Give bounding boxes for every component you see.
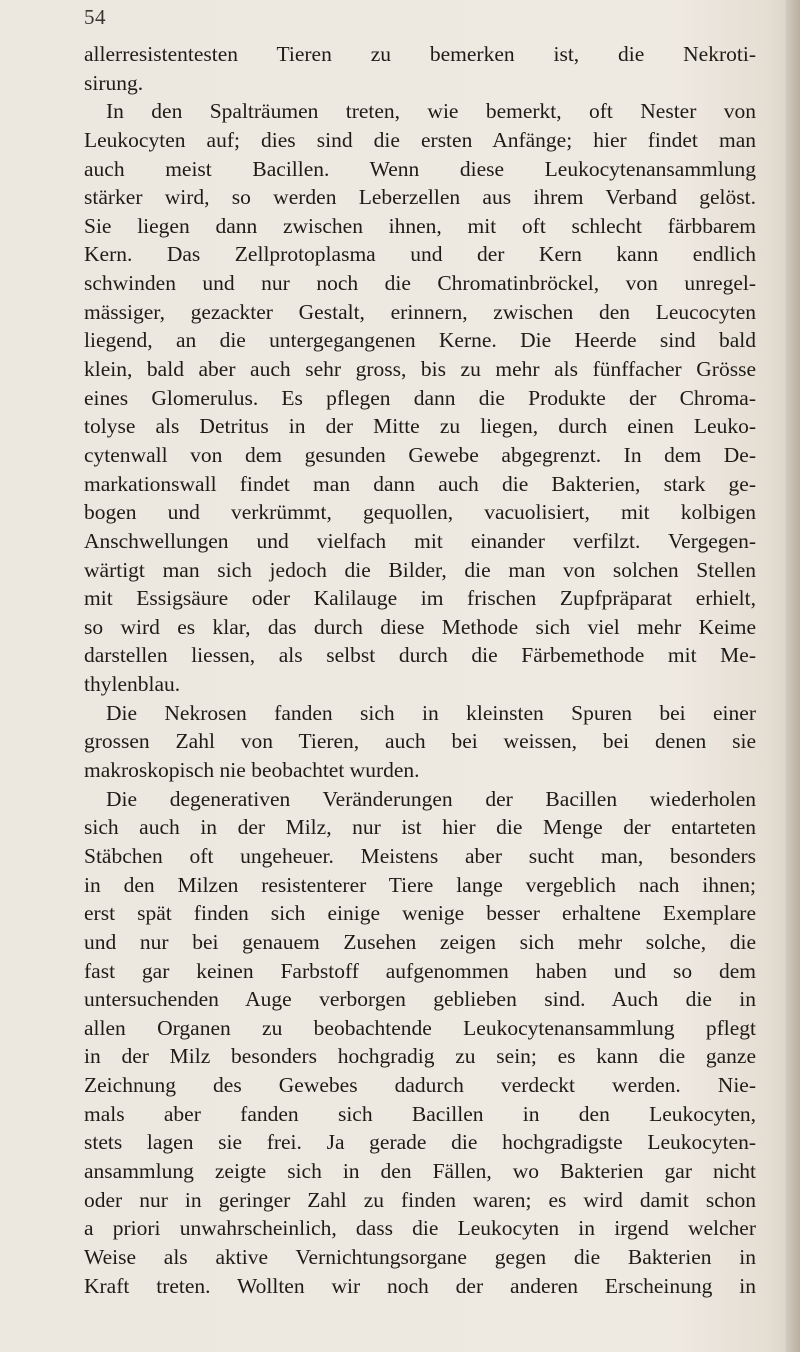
text-line: Anschwellungen und vielfach mit einander verfilzt. Vergegen- xyxy=(84,528,756,553)
text-line: auch meist Bacillen. Wenn diese Leukocytenansammlung xyxy=(84,156,756,181)
text-line: in den Milzen resistenterer Tiere lange vergeblich nach ihnen; xyxy=(84,872,756,897)
text-line: bogen und verkrümmt, gequollen, vacuolisiert, mit kolbigen xyxy=(84,500,756,525)
text-line: sirung. xyxy=(84,70,144,95)
text-line: a priori unwahrscheinlich, dass die Leukocyten in irgend welcher xyxy=(84,1216,756,1241)
text-line: so wird es klar, das durch diese Methode sich viel mehr Keime xyxy=(84,614,756,639)
text-line: darstellen liessen, als selbst durch die Färbemethode mit Me- xyxy=(84,643,756,668)
text-line: sich auch in der Milz, nur ist hier die Menge der entarteten xyxy=(84,815,756,840)
text-line: und nur bei genauem Zusehen zeigen sich mehr solche, die xyxy=(84,929,756,954)
text-line: klein, bald aber auch sehr gross, bis zu mehr als fünffacher Grösse xyxy=(84,357,756,382)
text-line: mals aber fanden sich Bacillen in den Leukocyten, xyxy=(84,1101,756,1126)
text-line: liegend, an die untergegangenen Kerne. Die Heerde sind bald xyxy=(84,328,756,353)
text-line: Sie liegen dann zwischen ihnen, mit oft schlecht färbbarem xyxy=(84,213,756,238)
text-line: allerresistentesten Tieren zu bemerken ist, die Nekroti- xyxy=(84,42,756,66)
text-line: Kraft treten. Wollten wir noch der anderen Erscheinung in xyxy=(84,1273,756,1298)
text-line: Leukocyten auf; dies sind die ersten Anfänge; hier findet man xyxy=(84,127,756,152)
page-number: 54 xyxy=(84,5,106,29)
text-line: In den Spalträumen treten, wie bemerkt, oft Nester von xyxy=(106,99,756,124)
text-line: cytenwall von dem gesunden Gewebe abgegrenzt. In dem De- xyxy=(84,442,756,467)
text-line: erst spät finden sich einige wenige besser erhaltene Exemplare xyxy=(84,901,756,926)
text-line: markationswall findet man dann auch die Bakterien, stark ge- xyxy=(84,471,756,496)
text-line: allen Organen zu beobachtende Leukocytenansammlung pflegt xyxy=(84,1015,756,1040)
text-line: Kern. Das Zellprotoplasma und der Kern kann endlich xyxy=(84,242,756,267)
text-line: stets lagen sie frei. Ja gerade die hochgradigste Leukocyten- xyxy=(84,1130,756,1155)
text-line: in der Milz besonders hochgradig zu sein; es kann die ganze xyxy=(84,1044,756,1069)
page-edge-shadow xyxy=(786,0,800,1352)
body-text xyxy=(84,40,756,1300)
text-line: thylenblau. xyxy=(84,672,181,697)
text-line: untersuchenden Auge verborgen geblieben sind. Auch die in xyxy=(84,987,756,1012)
text-line: fast gar keinen Farbstoff aufgenommen haben und so dem xyxy=(84,958,756,983)
text-line: Die degenerativen Veränderungen der Bacillen wiederholen xyxy=(106,786,756,811)
text-line: ansammlung zeigte sich in den Fällen, wo Bakterien gar nicht xyxy=(84,1158,756,1183)
text-line: oder nur in geringer Zahl zu finden waren; es wird damit schon xyxy=(84,1187,756,1212)
text-line: Zeichnung des Gewebes dadurch verdeckt werden. Nie- xyxy=(84,1073,756,1098)
text-line: schwinden und nur noch die Chromatinbröckel, von unregel- xyxy=(84,271,756,296)
text-line: grossen Zahl von Tieren, auch bei weissen, bei denen sie xyxy=(84,729,756,754)
text-line: Weise als aktive Vernichtungsorgane gegen die Bakterien in xyxy=(84,1244,756,1269)
text-line: Stäbchen oft ungeheuer. Meistens aber sucht man, besonders xyxy=(84,843,756,868)
text-line: mit Essigsäure oder Kalilauge im frischen Zupfpräparat erhielt, xyxy=(84,586,756,611)
text-line: mässiger, gezackter Gestalt, erinnern, zwischen den Leucocyten xyxy=(84,299,756,324)
text-line: eines Glomerulus. Es pflegen dann die Produkte der Chroma- xyxy=(84,385,756,410)
text-line: makroskopisch nie beobachtet wurden. xyxy=(84,758,420,783)
text-line: wärtigt man sich jedoch die Bilder, die man von solchen Stellen xyxy=(84,557,756,582)
text-line: tolyse als Detritus in der Mitte zu liegen, durch einen Leuko- xyxy=(84,414,756,439)
text-line: stärker wird, so werden Leberzellen aus ihrem Verband gelöst. xyxy=(84,185,756,210)
text-line: Die Nekrosen fanden sich in kleinsten Spuren bei einer xyxy=(106,700,756,725)
